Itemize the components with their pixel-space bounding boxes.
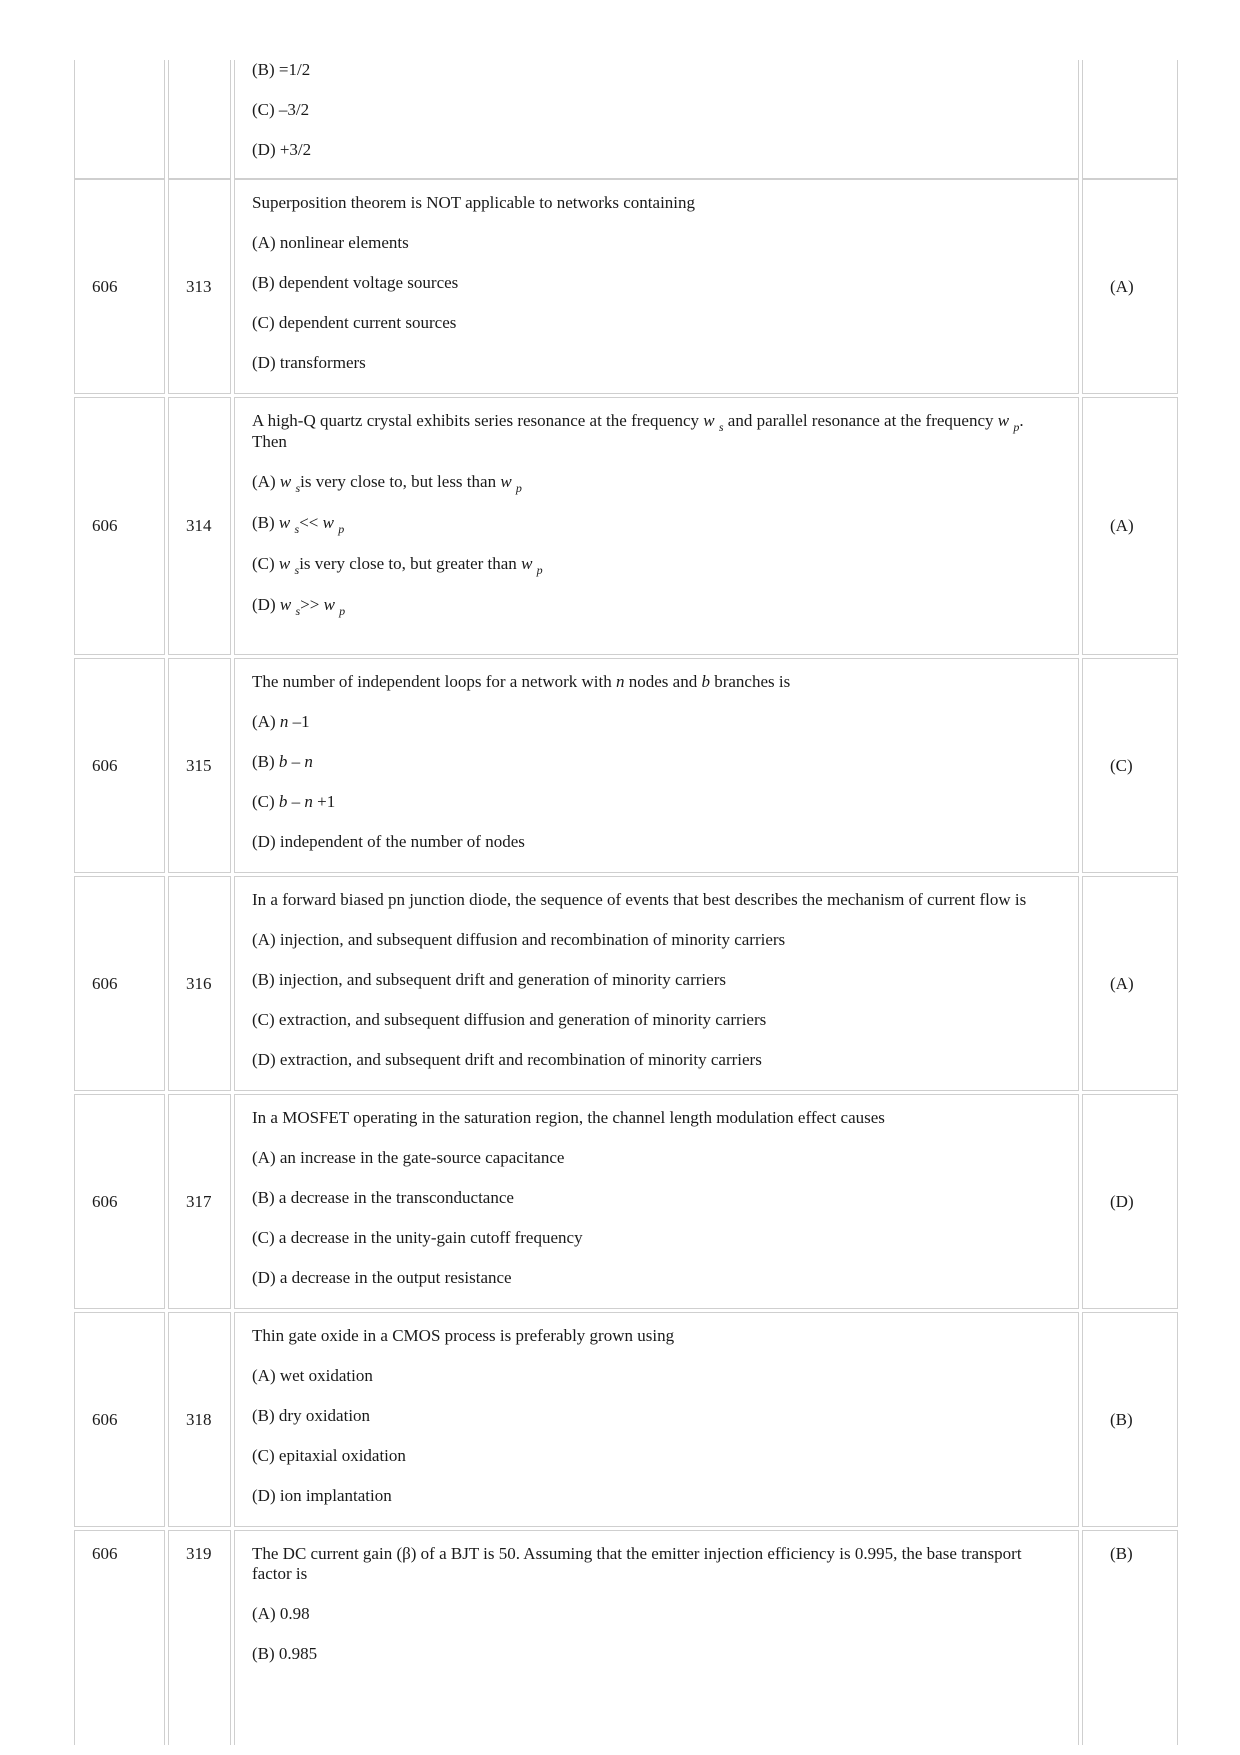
table-row: [74, 179, 1178, 394]
paper-code-cell: 606: [74, 1094, 165, 1309]
option-b: (B) w $_s$<< w $_p$: [252, 513, 345, 536]
paper-code-cell: 606: [74, 397, 165, 655]
table-row: [74, 658, 1178, 873]
paper-code-cell: 606: [74, 1530, 165, 1745]
table-row: [74, 397, 1178, 655]
table-row: [74, 1094, 1178, 1309]
option-d: (D) +3/2: [252, 140, 312, 159]
question-stem: In a forward biased pn junction diode, the sequence of events that best describes the mechanism of current flow is: [252, 890, 1027, 909]
option-b: (B) dry oxidation: [252, 1406, 371, 1425]
question-stem: A high-Q quartz crystal exhibits series resonance at the frequency w $_s$ and parallel resonance at the frequency w $_p$. Then: [252, 411, 1024, 451]
answer-cell: (C): [1082, 658, 1178, 873]
answer-cell: (A): [1082, 876, 1178, 1091]
question-stem: In a MOSFET operating in the saturation region, the channel length modulation effect causes: [252, 1108, 885, 1127]
answer-cell: (A): [1082, 397, 1178, 655]
question-number-cell: [168, 60, 231, 179]
question-number-cell: 319: [168, 1530, 231, 1745]
table-row: [74, 60, 1178, 179]
option-b: (B) dependent voltage sources: [252, 273, 459, 292]
option-c: (C) b – n +1: [252, 792, 336, 811]
answer-cell: (B): [1082, 1312, 1178, 1527]
option-c: (C) a decrease in the unity-gain cutoff frequency: [252, 1228, 583, 1247]
option-a: (A) n –1: [252, 712, 310, 731]
question-number-cell: 315: [168, 658, 231, 873]
option-d: (D) independent of the number of nodes: [252, 832, 525, 851]
option-c: (C) –3/2: [252, 100, 310, 119]
answer-cell: (A): [1082, 179, 1178, 394]
question-cell: [234, 179, 1079, 394]
question-stem: The number of independent loops for a network with n nodes and b branches is: [252, 672, 791, 691]
option-d: (D) extraction, and subsequent drift and recombination of minority carriers: [252, 1050, 762, 1069]
question-number-cell: 313: [168, 179, 231, 394]
paper-code-cell: [74, 60, 165, 179]
question-number-cell: 316: [168, 876, 231, 1091]
question-stem: Thin gate oxide in a CMOS process is preferably grown using: [252, 1326, 675, 1345]
option-d: (D) w $_s$>> w $_p$: [252, 595, 346, 618]
question-stem: Superposition theorem is NOT applicable to networks containing: [252, 193, 696, 212]
option-b: (B) b – n: [252, 752, 313, 771]
question-cell: [234, 1530, 1079, 1745]
question-cell: [234, 876, 1079, 1091]
option-c: (C) epitaxial oxidation: [252, 1446, 406, 1465]
paper-code-cell: 606: [74, 1312, 165, 1527]
option-c: (C) dependent current sources: [252, 313, 457, 332]
answer-cell: (B): [1082, 1530, 1178, 1745]
paper-code-cell: 606: [74, 658, 165, 873]
option-c: (C) w $_s$is very close to, but greater than w $_p$: [252, 554, 543, 577]
option-b: (B) 0.985: [252, 1644, 318, 1663]
question-cell: [234, 1312, 1079, 1527]
table-row: [74, 876, 1178, 1091]
question-number-cell: 317: [168, 1094, 231, 1309]
question-cell: [234, 397, 1079, 655]
answer-cell: (D): [1082, 1094, 1178, 1309]
option-a: (A) w $_s$is very close to, but less than w $_p$: [252, 472, 522, 495]
option-d: (D) transformers: [252, 353, 366, 372]
question-stem: The DC current gain (β) of a BJT is 50. Assuming that the emitter injection efficiency is 0.995, the base transport factor is: [252, 1544, 1022, 1583]
option-b: (B) =1/2: [252, 60, 311, 79]
option-a: (A) injection, and subsequent diffusion and recombination of minority carriers: [252, 930, 786, 949]
option-a: (A) wet oxidation: [252, 1366, 373, 1385]
option-d: (D) a decrease in the output resistance: [252, 1268, 512, 1287]
option-c: (C) extraction, and subsequent diffusion and generation of minority carriers: [252, 1010, 767, 1029]
question-number-cell: 318: [168, 1312, 231, 1527]
option-b: (B) injection, and subsequent drift and generation of minority carriers: [252, 970, 726, 989]
option-a: (A) nonlinear elements: [252, 233, 409, 252]
paper-code-cell: 606: [74, 876, 165, 1091]
paper-code-cell: 606: [74, 179, 165, 394]
answer-cell: [1082, 60, 1178, 179]
option-a: (A) an increase in the gate-source capacitance: [252, 1148, 565, 1167]
option-d: (D) ion implantation: [252, 1486, 392, 1505]
question-cell: [234, 60, 1079, 179]
option-a: (A) 0.98: [252, 1604, 310, 1623]
option-b: (B) a decrease in the transconductance: [252, 1188, 514, 1207]
question-cell: [234, 1094, 1079, 1309]
question-number-cell: 314: [168, 397, 231, 655]
question-cell: [234, 658, 1079, 873]
table-row: [74, 1530, 1178, 1745]
table-row: [74, 1312, 1178, 1527]
